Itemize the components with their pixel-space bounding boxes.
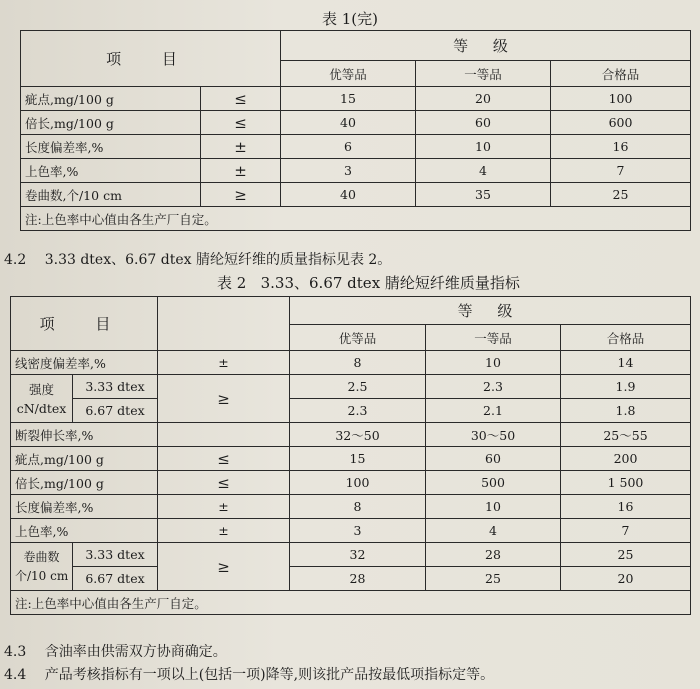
cell-value: 1 500 <box>561 471 691 495</box>
row-symbol: ≥ <box>201 183 281 207</box>
cell-value: 1.9 <box>561 375 691 399</box>
cell-value: 8 <box>290 351 426 375</box>
cell-value: 20 <box>561 567 691 591</box>
cell-value: 7 <box>551 159 691 183</box>
table2-symbol-header <box>158 297 290 351</box>
cell-value: 32 <box>290 543 426 567</box>
strength-label-line2: cN/dtex <box>16 400 67 416</box>
cell-value: 32～50 <box>290 423 426 447</box>
table-row <box>11 447 691 471</box>
row-sublabel: 6.67 dtex <box>73 399 158 423</box>
cell-value: 10 <box>426 495 561 519</box>
row-label: 线密度偏差率,% <box>11 351 158 375</box>
table1-grade-header: 等 级 <box>281 31 691 61</box>
cell-value: 15 <box>290 447 426 471</box>
table1 <box>20 30 691 231</box>
table-row <box>11 399 691 423</box>
row-symbol: ≤ <box>158 471 290 495</box>
row-symbol: ± <box>158 519 290 543</box>
table2-col-premium: 优等品 <box>290 325 426 351</box>
para-4-2 <box>4 249 391 269</box>
cell-value: 500 <box>426 471 561 495</box>
row-symbol: ≤ <box>201 87 281 111</box>
row-symbol: ± <box>158 351 290 375</box>
row-symbol: ≥ <box>158 375 290 423</box>
table1-col-premium: 优等品 <box>281 61 416 87</box>
table-row <box>21 111 691 135</box>
table-row <box>11 351 691 375</box>
table-row <box>21 135 691 159</box>
cell-value: 28 <box>426 543 561 567</box>
cell-value: 8 <box>290 495 426 519</box>
cell-value: 25～55 <box>561 423 691 447</box>
para-text: 3.33 dtex、6.67 dtex 腈纶短纤维的质量指标见表 2。 <box>44 252 392 268</box>
row-sublabel: 3.33 dtex <box>73 543 158 567</box>
table1-col-first: 一等品 <box>416 61 551 87</box>
row-label: 上色率,% <box>21 159 201 183</box>
row-label: 疵点,mg/100 g <box>11 447 158 471</box>
row-sublabel: 6.67 dtex <box>73 567 158 591</box>
table-row <box>11 423 691 447</box>
cell-value: 200 <box>561 447 691 471</box>
cell-value: 40 <box>281 183 416 207</box>
cell-value: 16 <box>551 135 691 159</box>
table2-col-qualified: 合格品 <box>561 325 691 351</box>
table1-col-qualified: 合格品 <box>551 61 691 87</box>
row-label: 卷曲数,个/10 cm <box>21 183 201 207</box>
cell-value: 2.3 <box>426 375 561 399</box>
cell-value: 28 <box>290 567 426 591</box>
para-4-3 <box>4 641 227 661</box>
para-4-4 <box>4 664 494 684</box>
table2-item-header: 项 目 <box>11 297 158 351</box>
table-row <box>21 183 691 207</box>
table1-note: 注:上色率中心值由各生产厂自定。 <box>21 207 691 231</box>
cell-value: 25 <box>561 543 691 567</box>
row-symbol: ≥ <box>158 543 290 591</box>
cell-value: 15 <box>281 87 416 111</box>
table-row <box>11 519 691 543</box>
table2 <box>10 296 691 615</box>
cell-value: 600 <box>551 111 691 135</box>
table2-col-first: 一等品 <box>426 325 561 351</box>
table-row <box>21 159 691 183</box>
row-symbol: ≤ <box>201 111 281 135</box>
cell-value: 16 <box>561 495 691 519</box>
cell-value: 10 <box>416 135 551 159</box>
table1-caption: 表 1(完) <box>322 10 379 28</box>
row-label: 倍长,mg/100 g <box>11 471 158 495</box>
row-symbol <box>158 423 290 447</box>
strength-label-line1: 强度 <box>28 381 54 397</box>
cell-value: 14 <box>561 351 691 375</box>
row-symbol: ≤ <box>158 447 290 471</box>
cell-value: 25 <box>551 183 691 207</box>
cell-value: 20 <box>416 87 551 111</box>
cell-value: 60 <box>416 111 551 135</box>
cell-value: 30～50 <box>426 423 561 447</box>
cell-value: 4 <box>426 519 561 543</box>
table-row <box>11 495 691 519</box>
row-sublabel: 3.33 dtex <box>73 375 158 399</box>
crimp-label <box>11 543 73 591</box>
cell-value: 1.8 <box>561 399 691 423</box>
cell-value: 10 <box>426 351 561 375</box>
cell-value: 35 <box>416 183 551 207</box>
table2-grade-header: 等 级 <box>290 297 691 325</box>
row-label: 上色率,% <box>11 519 158 543</box>
table2-caption: 表 2 3.33、6.67 dtex 腈纶短纤维质量指标 <box>217 274 520 292</box>
cell-value: 40 <box>281 111 416 135</box>
row-label: 疵点,mg/100 g <box>21 87 201 111</box>
cell-value: 2.3 <box>290 399 426 423</box>
para-text: 含油率由供需双方协商确定。 <box>44 644 227 660</box>
strength-label <box>11 375 73 423</box>
para-text: 产品考核指标有一项以上(包括一项)降等,则该批产品按最低项指标定等。 <box>44 667 495 683</box>
cell-value: 2.1 <box>426 399 561 423</box>
para-number: 4.3 <box>4 644 27 660</box>
cell-value: 2.5 <box>290 375 426 399</box>
cell-value: 100 <box>551 87 691 111</box>
table1-item-header: 项 目 <box>21 31 281 87</box>
cell-value: 6 <box>281 135 416 159</box>
row-label: 倍长,mg/100 g <box>21 111 201 135</box>
table2-note: 注:上色率中心值由各生产厂自定。 <box>11 591 691 615</box>
row-symbol: ± <box>201 159 281 183</box>
cell-value: 7 <box>561 519 691 543</box>
cell-value: 3 <box>290 519 426 543</box>
cell-value: 25 <box>426 567 561 591</box>
table-row <box>11 567 691 591</box>
cell-value: 3 <box>281 159 416 183</box>
crimp-label-line1: 卷曲数 <box>23 549 60 564</box>
row-label: 长度偏差率,% <box>11 495 158 519</box>
row-symbol: ± <box>158 495 290 519</box>
table-row <box>11 471 691 495</box>
para-number: 4.2 <box>4 252 27 268</box>
table-row <box>11 543 691 567</box>
table-row <box>11 375 691 399</box>
cell-value: 100 <box>290 471 426 495</box>
row-symbol: ± <box>201 135 281 159</box>
para-number: 4.4 <box>4 667 27 683</box>
row-label: 断裂伸长率,% <box>11 423 158 447</box>
row-label: 长度偏差率,% <box>21 135 201 159</box>
table-row <box>21 87 691 111</box>
cell-value: 4 <box>416 159 551 183</box>
crimp-label-line2: 个/10 cm <box>15 568 69 583</box>
cell-value: 60 <box>426 447 561 471</box>
